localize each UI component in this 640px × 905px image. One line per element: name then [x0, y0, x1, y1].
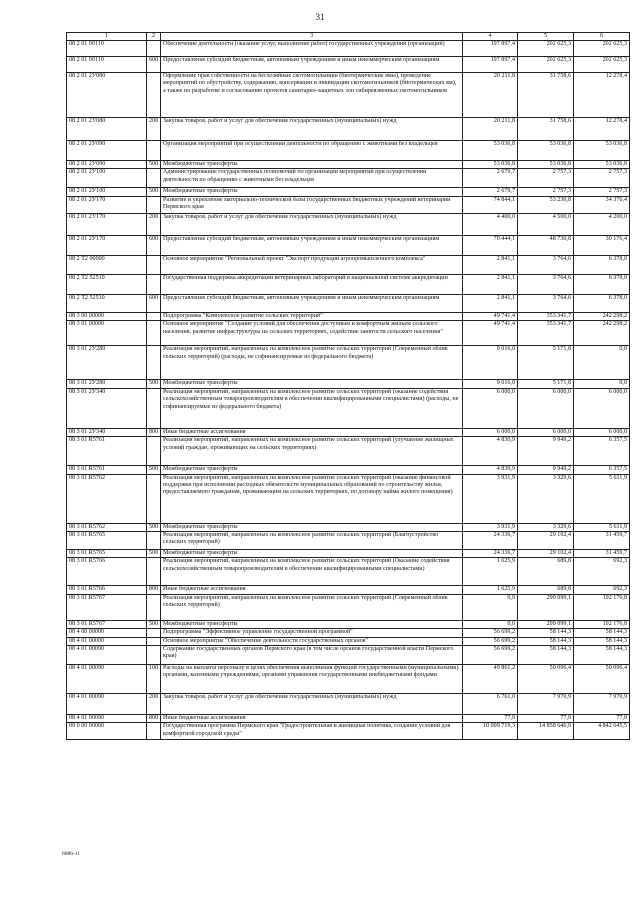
expense-type-cell: 200 [147, 213, 161, 235]
value-2021-cell: 56 699,2 [463, 646, 518, 665]
value-2021-cell: 6 000,0 [463, 428, 518, 436]
expense-type-cell: 200 [147, 118, 161, 141]
table-row [67, 715, 630, 723]
table-row [67, 188, 630, 196]
value-2022-cell: 29 102,4 [518, 549, 574, 557]
code-cell: 08 3 00 00000 [67, 312, 147, 320]
expense-type-cell: 800 [147, 428, 161, 436]
value-2022-cell: 7 970,9 [518, 694, 574, 715]
code-cell: 08 2 Т2 52510 [67, 294, 147, 312]
table-row [67, 594, 630, 620]
table-row [67, 586, 630, 594]
value-2022-cell: 48 730,8 [518, 235, 574, 255]
expense-type-cell [147, 196, 161, 213]
table-row [67, 637, 630, 645]
value-2021-cell: 2 841,1 [463, 274, 518, 294]
value-2021-cell: 1 625,9 [463, 558, 518, 586]
expense-type-cell [147, 321, 161, 346]
value-2022-cell: 3 329,6 [518, 523, 574, 531]
name-cell: Государственная поддержка аккредитации ветеринарных лабораторий в национальной системе аккредитации [161, 274, 463, 294]
expense-type-cell: 200 [147, 694, 161, 715]
value-2022-cell: 299 099,1 [518, 594, 574, 620]
code-cell: 08 2 01 2У100 [67, 169, 147, 188]
name-cell: Оформление прав собственности на бесхозяйные скотомогильники (биотермические ямы), проведение мероприятий по обустройству, содержанию, консервации и ликвидации скотомогильников (биотермических ям), а также по разработке и согласованию проектов санитарно-защитных зон сибиреязвенных скотомогильников [161, 73, 463, 118]
expense-type-cell: 500 [147, 188, 161, 196]
expense-type-cell: 500 [147, 161, 161, 169]
header-cell-3: 3 [161, 33, 463, 41]
table-row [67, 41, 630, 57]
value-2023-cell: 4 842 645,5 [574, 723, 630, 740]
value-2023-cell: 31 459,7 [574, 531, 630, 549]
expense-type-cell [147, 255, 161, 274]
name-cell: Основное мероприятие "Обеспечение деятельности государственных органов" [161, 637, 463, 645]
code-cell: 08 3 01 R5761 [67, 437, 147, 466]
value-2021-cell: 0,0 [463, 620, 518, 628]
value-2023-cell: 53 036,8 [574, 141, 630, 161]
table-row [67, 161, 630, 169]
name-cell: Иные бюджетные ассигнования [161, 586, 463, 594]
value-2023-cell: 192 176,8 [574, 594, 630, 620]
value-2022-cell: 299 099,1 [518, 620, 574, 628]
value-2023-cell: 5 611,9 [574, 474, 630, 523]
value-2022-cell: 3 764,6 [518, 255, 574, 274]
table-row [67, 169, 630, 188]
table-row [67, 294, 630, 312]
value-2023-cell: 0,0 [574, 346, 630, 380]
table-row [67, 723, 630, 740]
value-2021-cell: 56 699,2 [463, 637, 518, 645]
value-2023-cell: 5 611,9 [574, 523, 630, 531]
value-2022-cell: 2 757,3 [518, 188, 574, 196]
table-row [67, 549, 630, 557]
code-cell: 08 2 Т2 52510 [67, 274, 147, 294]
value-2023-cell: 6 000,0 [574, 388, 630, 428]
value-2021-cell: 4 400,0 [463, 213, 518, 235]
expense-type-cell [147, 474, 161, 523]
value-2022-cell: 31 758,6 [518, 118, 574, 141]
value-2023-cell: 34 376,4 [574, 196, 630, 213]
name-cell: Подпрограмма "Эффективное управление государственной программой" [161, 629, 463, 637]
name-cell: Администрирование государственных полномочий по организации мероприятий при осуществлении деятельности по обращению с животными без владельцев [161, 169, 463, 188]
budget-table [66, 32, 630, 740]
value-2021-cell: 20 211,8 [463, 118, 518, 141]
expense-type-cell [147, 312, 161, 320]
name-cell: Содержание государственных органов Пермского края (в том числе органов государственной власти Пермского края) [161, 646, 463, 665]
value-2023-cell: 202 625,3 [574, 57, 630, 73]
value-2023-cell: 242 298,2 [574, 312, 630, 320]
value-2023-cell: 77,0 [574, 715, 630, 723]
value-2022-cell: 2 757,3 [518, 169, 574, 188]
code-cell: 08 4 01 00090 [67, 694, 147, 715]
name-cell: Иные бюджетные ассигнования [161, 428, 463, 436]
value-2022-cell: 9 949,2 [518, 437, 574, 466]
value-2022-cell: 9 949,2 [518, 466, 574, 474]
name-cell: Межбюджетные трансферты [161, 380, 463, 388]
name-cell: Основное мероприятие "Создание условий для обеспечения доступным и комфортным жильем сельского населения, развитие инфраструктуры на сельских территориях, содействие занятости сельского населения" [161, 321, 463, 346]
name-cell: Реализация мероприятий, направленных на комплексное развитие сельских территорий (Благоустройство сельских территорий) [161, 531, 463, 549]
table-body [67, 41, 630, 740]
value-2022-cell: 58 144,3 [518, 637, 574, 645]
value-2023-cell: 50 096,4 [574, 665, 630, 694]
value-2021-cell: 6 000,0 [463, 388, 518, 428]
expense-type-cell [147, 531, 161, 549]
table-row [67, 196, 630, 213]
expense-type-cell: 800 [147, 715, 161, 723]
value-2022-cell: 50 096,4 [518, 665, 574, 694]
name-cell: Предоставление субсидий бюджетным, автономным учреждениям и иным некоммерческим организациям [161, 294, 463, 312]
header-cell-4: 4 [463, 33, 518, 41]
expense-type-cell: 500 [147, 466, 161, 474]
table-row [67, 466, 630, 474]
value-2022-cell: 29 102,4 [518, 531, 574, 549]
value-2022-cell: 58 144,3 [518, 629, 574, 637]
name-cell: Реализация мероприятий, направленных на комплексное развитие сельских территорий (Оказание содействия сельскохозяйственным товаропроизводителям в обеспечении квалифицированными специалистами) [161, 558, 463, 586]
value-2022-cell: 53 036,8 [518, 161, 574, 169]
expense-type-cell [147, 723, 161, 740]
name-cell: Предоставление субсидий бюджетным, автономным учреждениям и иным некоммерческим организациям [161, 235, 463, 255]
table-row [67, 118, 630, 141]
expense-type-cell [147, 388, 161, 428]
table-row [67, 321, 630, 346]
value-2022-cell: 689,8 [518, 558, 574, 586]
value-2023-cell: 242 298,2 [574, 321, 630, 346]
value-2023-cell: 58 144,3 [574, 637, 630, 645]
expense-type-cell: 600 [147, 57, 161, 73]
name-cell: Организация мероприятий при осуществлении деятельности по обращению с животными без владельцев [161, 141, 463, 161]
value-2021-cell: 53 036,8 [463, 141, 518, 161]
value-2021-cell: 24 336,7 [463, 531, 518, 549]
table-row [67, 235, 630, 255]
header-cell-2: 2 [147, 33, 161, 41]
value-2023-cell: 692,3 [574, 586, 630, 594]
expense-type-cell [147, 646, 161, 665]
value-2023-cell: 6 000,0 [574, 428, 630, 436]
code-cell: 08 2 Т2 00000 [67, 255, 147, 274]
expense-type-cell [147, 169, 161, 188]
value-2023-cell: 30 176,4 [574, 235, 630, 255]
expense-type-cell [147, 41, 161, 57]
value-2022-cell: 5 171,8 [518, 380, 574, 388]
code-cell: 08 2 01 2У100 [67, 188, 147, 196]
value-2023-cell: 12 278,4 [574, 73, 630, 118]
expense-type-cell [147, 437, 161, 466]
value-2023-cell: 58 144,3 [574, 629, 630, 637]
value-2022-cell: 53 036,8 [518, 141, 574, 161]
value-2022-cell: 5 171,8 [518, 346, 574, 380]
expense-type-cell [147, 141, 161, 161]
value-2023-cell: 202 625,3 [574, 41, 630, 57]
name-cell: Закупка товаров, работ и услуг для обеспечения государственных (муниципальных) нужд [161, 118, 463, 141]
value-2022-cell: 4 500,0 [518, 213, 574, 235]
code-cell: 08 2 01 2У090 [67, 141, 147, 161]
expense-type-cell [147, 637, 161, 645]
value-2021-cell: 1 625,9 [463, 586, 518, 594]
name-cell: Реализация мероприятий, направленных на комплексное развитие сельских территорий (Современный облик сельских территорий) [161, 594, 463, 620]
value-2023-cell: 6 378,0 [574, 294, 630, 312]
expense-type-cell: 600 [147, 235, 161, 255]
expense-type-cell: 100 [147, 665, 161, 694]
table-row [67, 141, 630, 161]
name-cell: Развитие и укрепление материально-технической базы государственных бюджетных учреждений ветеринарии Пермского края [161, 196, 463, 213]
value-2021-cell: 10 099 719,3 [463, 723, 518, 740]
code-cell: 08 3 01 R5765 [67, 531, 147, 549]
table-row [67, 213, 630, 235]
name-cell: Расходы на выплаты персоналу в целях обеспечения выполнения функций государственными (муниципальными) органами, казенными учреждениями, органами управления государственными внебюджетными фондами [161, 665, 463, 694]
header-cell-5: 5 [518, 33, 574, 41]
code-cell: 08 3 01 R5762 [67, 474, 147, 523]
footer-code: 6086-11 [62, 851, 81, 857]
code-cell: 08 3 01 2У280 [67, 380, 147, 388]
value-2021-cell: 197 897,4 [463, 41, 518, 57]
table-row [67, 380, 630, 388]
code-cell: 08 3 01 2У340 [67, 428, 147, 436]
code-cell: 08 3 01 R5767 [67, 620, 147, 628]
value-2021-cell: 4 830,9 [463, 437, 518, 466]
value-2021-cell: 9 016,0 [463, 380, 518, 388]
value-2021-cell: 56 699,2 [463, 629, 518, 637]
name-cell: Реализация мероприятий, направленных на комплексное развитие сельских территорий (оказание финансовой поддержки при исполнении расходных обязательств муниципальных образований по строительству жилья, предоставляемого гражданам, проживающим на сельских территориях, по договору найма жилого помещения) [161, 474, 463, 523]
name-cell: Реализация мероприятий, направленных на комплексное развитие сельских территорий (Современный облик сельских территорий) (расходы, не софинансируемые из федерального бюджета) [161, 346, 463, 380]
code-cell: 08 3 01 R5765 [67, 549, 147, 557]
code-cell: 08 3 01 R5766 [67, 586, 147, 594]
value-2022-cell: 3 764,6 [518, 294, 574, 312]
value-2021-cell: 49 741,4 [463, 321, 518, 346]
expense-type-cell: 500 [147, 620, 161, 628]
expense-type-cell: 600 [147, 294, 161, 312]
code-cell: 08 3 01 00000 [67, 321, 147, 346]
value-2023-cell: 12 278,4 [574, 118, 630, 141]
code-cell: 08 2 01 00110 [67, 41, 147, 57]
value-2021-cell: 20 211,8 [463, 73, 518, 118]
value-2021-cell: 3 931,9 [463, 474, 518, 523]
value-2023-cell: 6 357,5 [574, 466, 630, 474]
value-2022-cell: 353 341,7 [518, 312, 574, 320]
expense-type-cell: 500 [147, 549, 161, 557]
value-2023-cell: 31 459,7 [574, 549, 630, 557]
code-cell: 08 2 01 2У080 [67, 73, 147, 118]
table-row [67, 665, 630, 694]
table-row [67, 558, 630, 586]
value-2023-cell: 4 200,0 [574, 213, 630, 235]
value-2023-cell: 692,3 [574, 558, 630, 586]
expense-type-cell [147, 346, 161, 380]
name-cell: Реализация мероприятий, направленных на комплексное развитие сельских территорий (улучшение жилищных условий граждан, проживающих на сельских территориях) [161, 437, 463, 466]
value-2022-cell: 53 230,8 [518, 196, 574, 213]
name-cell: Основное мероприятие "Региональный проект "Экспорт продукции агропромышленного комплекса" [161, 255, 463, 274]
value-2022-cell: 58 144,3 [518, 646, 574, 665]
name-cell: Межбюджетные трансферты [161, 549, 463, 557]
code-cell: 08 4 01 00000 [67, 637, 147, 645]
table-row [67, 629, 630, 637]
code-cell: 08 4 00 00000 [67, 629, 147, 637]
value-2023-cell: 2 757,3 [574, 169, 630, 188]
value-2021-cell: 3 931,9 [463, 523, 518, 531]
code-cell: 08 2 01 2У080 [67, 118, 147, 141]
value-2021-cell: 2 841,1 [463, 294, 518, 312]
value-2023-cell: 6 357,5 [574, 437, 630, 466]
expense-type-cell [147, 274, 161, 294]
value-2021-cell: 0,0 [463, 594, 518, 620]
value-2023-cell: 53 036,8 [574, 161, 630, 169]
value-2023-cell: 58 144,3 [574, 646, 630, 665]
table-row [67, 428, 630, 436]
code-cell: 09 0 00 00000 [67, 723, 147, 740]
name-cell: Иные бюджетные ассигнования [161, 715, 463, 723]
expense-type-cell [147, 558, 161, 586]
table-row [67, 57, 630, 73]
code-cell: 08 2 01 2У170 [67, 235, 147, 255]
value-2022-cell: 6 000,0 [518, 388, 574, 428]
code-cell: 08 4 01 00090 [67, 665, 147, 694]
table-header-row [67, 33, 630, 41]
code-cell: 08 3 01 R5767 [67, 594, 147, 620]
code-cell: 08 2 01 00110 [67, 57, 147, 73]
page-number: 31 [315, 12, 325, 22]
value-2021-cell: 2 679,7 [463, 188, 518, 196]
value-2021-cell: 70 444,1 [463, 235, 518, 255]
expense-type-cell: 500 [147, 523, 161, 531]
value-2021-cell: 49 861,2 [463, 665, 518, 694]
value-2022-cell: 77,0 [518, 715, 574, 723]
header-cell-1: 1 [67, 33, 147, 41]
value-2021-cell: 6 761,0 [463, 694, 518, 715]
value-2022-cell: 353 341,7 [518, 321, 574, 346]
value-2022-cell: 14 858 646,0 [518, 723, 574, 740]
name-cell: Реализация мероприятий, направленных на комплексное развитие сельских территорий (оказание содействия сельскохозяйственным товаропроизводителям в обеспечении квалифицированными специалистами) (расходы, не софинансируемые из федерального бюджета) [161, 388, 463, 428]
table-row [67, 437, 630, 466]
value-2022-cell: 6 000,0 [518, 428, 574, 436]
expense-type-cell [147, 629, 161, 637]
expense-type-cell: 800 [147, 586, 161, 594]
table-row [67, 531, 630, 549]
code-cell: 08 3 01 R5761 [67, 466, 147, 474]
table-row [67, 388, 630, 428]
table-row [67, 255, 630, 274]
table-row [67, 73, 630, 118]
code-cell: 08 2 01 2У170 [67, 213, 147, 235]
name-cell: Межбюджетные трансферты [161, 523, 463, 531]
value-2022-cell: 202 625,3 [518, 41, 574, 57]
value-2022-cell: 31 758,6 [518, 73, 574, 118]
code-cell: 08 4 01 00090 [67, 715, 147, 723]
value-2021-cell: 49 741,4 [463, 312, 518, 320]
value-2023-cell: 6 378,0 [574, 274, 630, 294]
code-cell: 08 3 01 R5762 [67, 523, 147, 531]
value-2021-cell: 24 336,7 [463, 549, 518, 557]
name-cell: Закупка товаров, работ и услуг для обеспечения государственных (муниципальных) нужд [161, 213, 463, 235]
value-2023-cell: 6 378,0 [574, 255, 630, 274]
value-2023-cell: 7 970,9 [574, 694, 630, 715]
value-2021-cell: 197 897,4 [463, 57, 518, 73]
value-2023-cell: 0,0 [574, 380, 630, 388]
value-2021-cell: 9 016,0 [463, 346, 518, 380]
table-row [67, 620, 630, 628]
value-2022-cell: 3 764,6 [518, 274, 574, 294]
table-row [67, 274, 630, 294]
expense-type-cell [147, 594, 161, 620]
name-cell: Подпрограмма "Комплексное развитие сельских территорий" [161, 312, 463, 320]
expense-type-cell [147, 73, 161, 118]
name-cell: Межбюджетные трансферты [161, 620, 463, 628]
name-cell: Обеспечение деятельности (оказание услуг, выполнение работ) государственных учреждений (организаций) [161, 41, 463, 57]
name-cell: Государственная программа Пермского края "Градостроительная и жилищная политика, создание условий для комфортной городской среды" [161, 723, 463, 740]
table-row [67, 646, 630, 665]
table-row [67, 474, 630, 523]
value-2021-cell: 53 036,8 [463, 161, 518, 169]
code-cell: 08 2 01 2У170 [67, 196, 147, 213]
code-cell: 08 3 01 R5766 [67, 558, 147, 586]
code-cell: 08 3 01 2У340 [67, 388, 147, 428]
value-2021-cell: 4 830,9 [463, 466, 518, 474]
value-2021-cell: 2 679,7 [463, 169, 518, 188]
value-2021-cell: 74 844,1 [463, 196, 518, 213]
value-2022-cell: 3 329,6 [518, 474, 574, 523]
value-2022-cell: 689,8 [518, 586, 574, 594]
code-cell: 08 4 01 00090 [67, 646, 147, 665]
table-row [67, 346, 630, 380]
code-cell: 08 2 01 2У090 [67, 161, 147, 169]
expense-type-cell: 500 [147, 380, 161, 388]
name-cell: Межбюджетные трансферты [161, 466, 463, 474]
value-2021-cell: 2 841,1 [463, 255, 518, 274]
table-row [67, 694, 630, 715]
value-2021-cell: 77,0 [463, 715, 518, 723]
name-cell: Межбюджетные трансферты [161, 188, 463, 196]
value-2022-cell: 202 625,3 [518, 57, 574, 73]
name-cell: Межбюджетные трансферты [161, 161, 463, 169]
name-cell: Предоставление субсидий бюджетным, автономным учреждениям и иным некоммерческим организациям [161, 57, 463, 73]
code-cell: 08 3 01 2У280 [67, 346, 147, 380]
table-row [67, 523, 630, 531]
table-row [67, 312, 630, 320]
header-cell-6: 6 [574, 33, 630, 41]
value-2023-cell: 192 176,8 [574, 620, 630, 628]
name-cell: Закупка товаров, работ и услуг для обеспечения государственных (муниципальных) нужд [161, 694, 463, 715]
value-2023-cell: 2 757,3 [574, 188, 630, 196]
